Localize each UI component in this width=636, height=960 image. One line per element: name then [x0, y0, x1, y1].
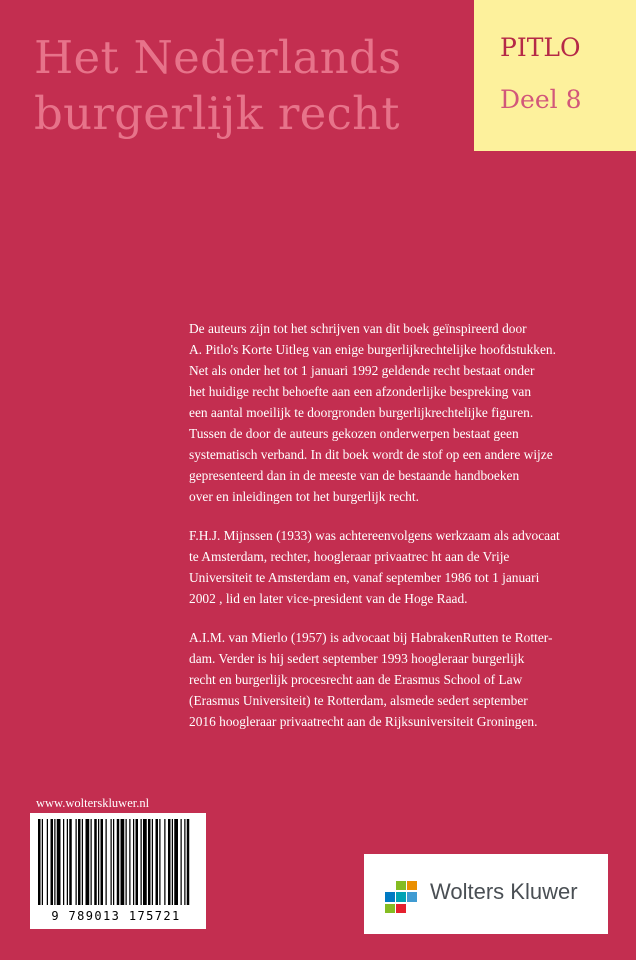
series-label-box: [474, 0, 636, 151]
text-line: gepresenteerd dan in de meeste van de bestaande handboeken: [189, 468, 520, 483]
text-line: 2016 hoogleraar privaatrecht aan de Rijksuniversiteit Groningen.: [189, 714, 538, 729]
text-line: een aantal moeilijk te doorgronden burgerlijkrechtelijke figuren.: [189, 405, 534, 420]
text-line: F.H.J. Mijnssen (1933) was achtereenvolgens werkzaam als advocaat: [189, 528, 560, 543]
text-line: recht en burgerlijk procesrecht aan de Erasmus School of Law: [189, 672, 523, 687]
series-volume: Deel 8: [500, 85, 582, 114]
book-title-line-1: Het Nederlands: [34, 31, 402, 84]
series-name: PITLO: [500, 33, 581, 62]
text-line: A.I.M. van Mierlo (1957) is advocaat bij HabrakenRutten te Rotter-: [189, 630, 553, 645]
wolters-kluwer-logo-icon: [384, 880, 418, 914]
text-line: over en inleidingen tot het burgerlijk recht.: [189, 489, 419, 504]
publisher-logo-box: [364, 854, 608, 934]
text-line: Net als onder het tot 1 januari 1992 geldende recht bestaat onder: [189, 363, 535, 378]
text-line: systematisch verband. In dit boek wordt de stof op een andere wijze: [189, 447, 553, 462]
back-cover-text: [189, 318, 609, 750]
text-line: dam. Verder is hij sedert september 1993 hoogleraar burgerlijk: [189, 651, 525, 666]
text-line: Tussen de door de auteurs gekozen onderwerpen bestaat geen: [189, 426, 519, 441]
text-line: 2002 , lid en later vice-president van de Hoge Raad.: [189, 591, 468, 606]
text-line: Universiteit te Amsterdam en, vanaf september 1986 tot 1 januari: [189, 570, 540, 585]
text-line: A. Pitlo's Korte Uitleg van enige burgerlijkrechtelijke hoofdstukken.: [189, 342, 556, 357]
isbn-digits: 9 789013 175721: [51, 909, 181, 923]
body-paragraph: [189, 525, 609, 609]
text-line: (Erasmus Universiteit) te Rotterdam, alsmede sedert september: [189, 693, 528, 708]
book-title-line-2: burgerlijk recht: [34, 87, 400, 140]
barcode-bars: [36, 819, 196, 907]
text-line: te Amsterdam, rechter, hoogleraar privaatrec ht aan de Vrije: [189, 549, 510, 564]
publisher-name: Wolters Kluwer: [430, 879, 578, 904]
text-line: het huidige recht behoefte aan een afzonderlijke bespreking van: [189, 384, 532, 399]
body-paragraph: [189, 318, 609, 507]
text-line: De auteurs zijn tot het schrijven van dit boek geïnspireerd door: [189, 321, 527, 336]
publisher-website: www.wolterskluwer.nl: [36, 796, 150, 810]
book-title: [34, 30, 402, 142]
body-paragraph: [189, 627, 609, 732]
isbn-barcode: [30, 813, 206, 929]
